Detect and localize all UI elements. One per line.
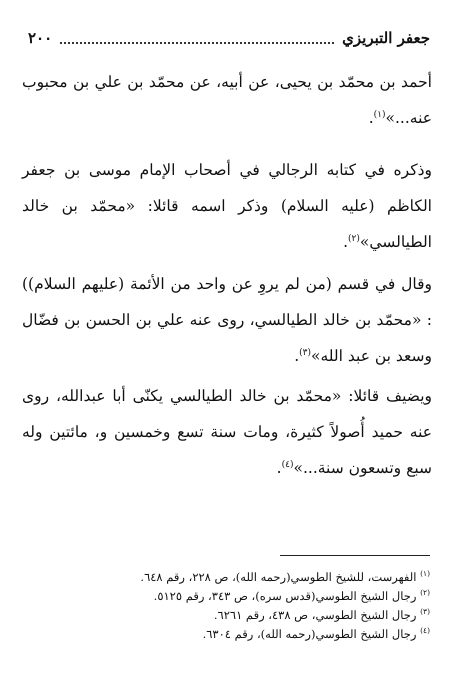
paragraph-2: [22, 152, 432, 260]
paragraph-4-end: .: [276, 459, 282, 477]
running-header: [28, 26, 430, 50]
footnote-4-marker: (٤): [420, 626, 430, 636]
footnotes: [40, 568, 430, 644]
paragraph-3-end: .: [294, 347, 300, 365]
paragraph-4-text: ويضيف قائلا: «محمّد بن خالد الطيالسي يكنّى أبا عبدالله، روى عنه حميد أُصولاً كثيرة، ومات سنة تسع وخمسين و، مائتين وله سبع وتسعون سنة...»: [22, 387, 432, 477]
footnote-3: [40, 606, 430, 625]
paragraph-1-end: .: [368, 109, 374, 127]
footnote-2-marker: (٢): [420, 588, 430, 598]
footnote-ref-2: (٢): [348, 233, 360, 244]
paragraph-3-text: وقال في قسم (من لم يروِ عن واحد من الأئمة (عليهم السلام)) : «محمّد بن خالد الطيالسي، روى عنه علي بن الحسن بن فضّال وسعد بن عبد الله»: [22, 275, 432, 365]
paragraph-1-text: أحمد بن محمّد بن يحيى، عن أبيه، عن محمّد بن علي بن محبوب عنه...»: [22, 73, 432, 127]
paragraph-2-text: وذكره في كتابه الرجالي في أصحاب الإمام موسى بن جعفر الكاظم (عليه السلام) وذكر اسمه قائلا: «محمّد بن خالد الطيالسي»: [22, 161, 432, 251]
footnote-4-text: رجال الشيخ الطوسي(رحمه الله)، رقم ٦٣٠٤.: [202, 627, 417, 641]
footnote-3-text: رجال الشيخ الطوسي، ص ٤٣٨، رقم ٦٢٦١.: [213, 608, 417, 622]
footnote-4: [40, 625, 430, 644]
header-dot-leader: [60, 32, 334, 44]
footnote-2: [40, 587, 430, 606]
footnote-3-marker: (٣): [420, 607, 430, 617]
paragraph-4: [22, 378, 432, 486]
paragraph-2-end: .: [343, 233, 349, 251]
footnote-ref-4: (٤): [281, 459, 294, 470]
paragraph-3: [22, 266, 432, 374]
footnote-ref-1: (١): [373, 109, 386, 120]
paragraph-1: [22, 64, 432, 136]
header-author: جعفر التبريزي: [342, 29, 430, 47]
footnote-1: [40, 568, 430, 587]
footnote-separator: [280, 555, 430, 556]
footnote-ref-3: (٣): [299, 347, 311, 358]
footnote-1-marker: (١): [420, 569, 430, 579]
page-number: ٢٠٠: [28, 29, 53, 47]
footnote-2-text: رجال الشيخ الطوسي(قدس سره)، ص ٣٤٣، رقم ٥١٢٥.: [153, 589, 417, 603]
footnote-1-text: الفهرست، للشيخ الطوسي(رحمه الله)، ص ٢٢٨، رقم ٦٤٨.: [140, 570, 417, 584]
